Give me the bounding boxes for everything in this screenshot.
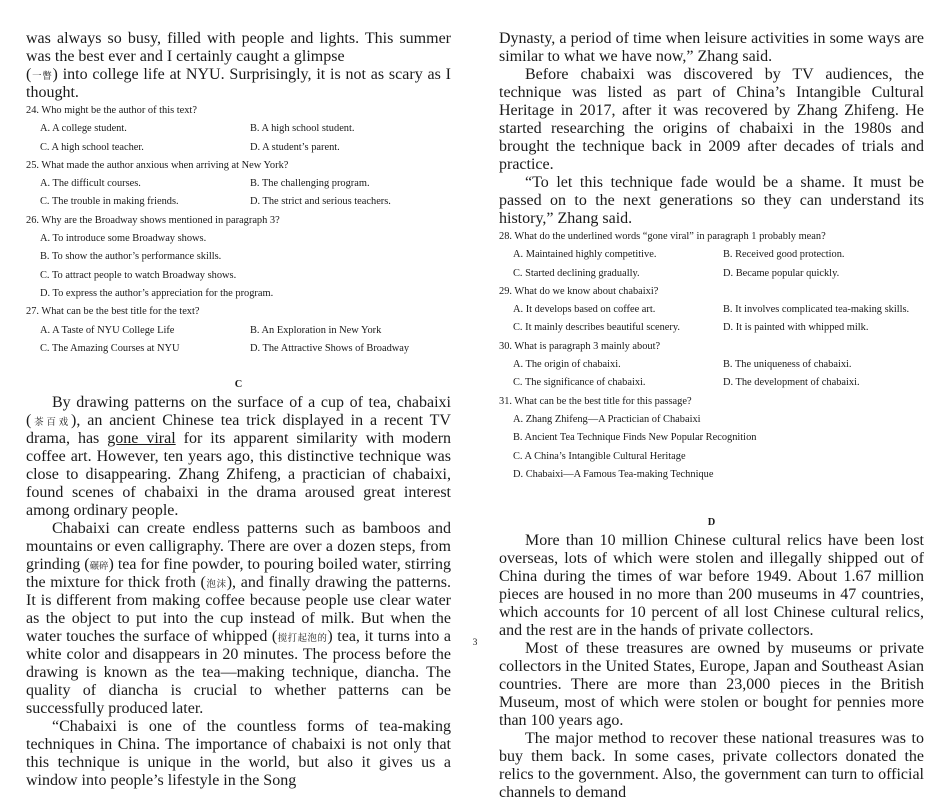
question-28-options-row-2	[499, 265, 924, 283]
option-24-b[interactable]: B. A high school student.	[250, 123, 355, 135]
option-27-c[interactable]: C. The Amazing Courses at NYU	[40, 342, 180, 354]
passage-c-p2-seg4: ) tea, it turns into a white color and disappears in 20 minutes. The process before the drawing is known as the tea—making technique, diancha. The quality of diancha is crucial to whether patterns can be successfully produced later.	[26, 628, 451, 718]
option-27-b[interactable]: B. An Exploration in New York	[250, 324, 382, 336]
paren-open: (	[26, 66, 32, 83]
passage-c-heading: C	[234, 379, 243, 391]
spacer-before-passage-c	[26, 358, 451, 376]
question-30-options-row-1	[499, 356, 924, 374]
question-30-options-row-2	[499, 374, 924, 392]
option-24-c[interactable]: C. A high school teacher.	[40, 141, 144, 153]
option-28-b[interactable]: B. Received good protection.	[723, 249, 845, 261]
option-30-c[interactable]: C. The significance of chabaixi.	[513, 377, 646, 389]
option-26-b[interactable]: B. To show the author’s performance skills.	[40, 251, 222, 263]
option-29-c[interactable]: C. It mainly describes beautiful scenery.	[513, 322, 680, 334]
chinese-gloss-froth: 泡沫	[205, 579, 227, 591]
question-24-options-row-1	[26, 120, 451, 138]
question-stem-24: 24. Who might be the author of this text?	[26, 105, 197, 116]
passage-b-tail-line1: was always so busy, filled with people and lights. This summer was the best ever and I certainly caught a glimpse	[26, 30, 451, 65]
question-stem-29: 29. What do we know about chabaixi?	[499, 285, 659, 297]
question-stem-31: 31. What can be the best title for this passage?	[499, 395, 692, 407]
chinese-gloss-glimpse: 一瞥	[31, 71, 53, 82]
passage-c-p1-seg1: By drawing patterns on the surface of a cup of tea, chabaixi (	[26, 394, 451, 430]
passage-d-heading: D	[707, 517, 716, 529]
passage-c-paragraph-1	[26, 394, 451, 520]
page-number: 3	[472, 637, 478, 648]
chinese-gloss-whipped: 搅打起泡的	[277, 633, 328, 645]
spacer-before-passage-d	[499, 484, 924, 514]
option-26-c[interactable]: C. To attract people to watch Broadway shows.	[40, 269, 237, 281]
option-25-d[interactable]: D. The strict and serious teachers.	[250, 196, 391, 208]
passage-c-p2-seg2: ) tea for fine powder, to pouring boiled water, stirring the mixture for thick froth (	[26, 556, 451, 592]
option-25-c[interactable]: C. The trouble in making friends.	[40, 196, 179, 208]
option-31-b[interactable]: B. Ancient Tea Technique Finds New Popular Recognition	[513, 432, 757, 444]
question-29-options-row-2	[499, 319, 924, 337]
question-25-options-row-2	[26, 193, 451, 211]
option-30-a[interactable]: A. The origin of chabaixi.	[513, 359, 621, 371]
option-31-d[interactable]: D. Chabaixi—A Famous Tea-making Technique	[513, 468, 714, 480]
passage-b-tail-line2	[26, 66, 451, 102]
two-column-layout	[26, 30, 924, 802]
option-26-a[interactable]: A. To introduce some Broadway shows.	[40, 233, 207, 245]
passage-c-p1-seg3: for its apparent similarity with modern coffee art. However, ten years ago, this distinctive technique was close to disappearing. Zhang Zhifeng, a practician of chabaixi, found scenes of chabaixi in the drama aroused great interest among ordinary people.	[26, 430, 452, 520]
passage-c-paragraph-3-continued: Dynasty, a period of time when leisure activities in some ways are similar to what we have now,” Zhang said.	[499, 30, 924, 65]
option-28-a[interactable]: A. Maintained highly competitive.	[513, 249, 657, 261]
passage-c-paragraph-3: “Chabaixi is one of the countless forms of tea-making techniques in China. The importance of chabaixi is not only that this technique is unique in the world, but also it gives us a window into people’s lifestyle in the Song	[26, 718, 451, 790]
option-25-a[interactable]: A. The difficult courses.	[40, 178, 141, 190]
chinese-gloss-grinding: 碾碎	[89, 561, 109, 573]
question-24-options-row-2	[26, 139, 451, 157]
question-25-options-row-1	[26, 175, 451, 193]
option-31-c[interactable]: C. A China’s Intangible Cultural Heritage	[513, 450, 686, 462]
option-30-b[interactable]: B. The uniqueness of chabaixi.	[723, 359, 852, 371]
option-28-c[interactable]: C. Started declining gradually.	[513, 267, 640, 279]
question-stem-25: 25. What made the author anxious when arriving at New York?	[26, 159, 289, 171]
option-28-d[interactable]: D. Became popular quickly.	[723, 267, 840, 279]
passage-c-paragraph-2	[26, 520, 451, 718]
question-stem-30: 30. What is paragraph 3 mainly about?	[499, 340, 661, 352]
option-29-b[interactable]: B. It involves complicated tea-making skills.	[723, 304, 910, 316]
option-30-d[interactable]: D. The development of chabaixi.	[723, 377, 860, 389]
passage-c-paragraph-4: Before chabaixi was discovered by TV audiences, the technique was listed as part of China’s Intangible Cultural Heritage in 2017, after it was recovered by Zhang Zhifeng. He started researching the origins of chabaixi in the 1980s and brought the technique back in 2009 after decades of trials and practice.	[499, 66, 924, 173]
right-column	[499, 30, 924, 802]
question-28-options-row-1	[499, 246, 924, 264]
passage-c-p1-seg2: ), an ancient Chinese tea trick displayed in a recent TV drama, has	[26, 412, 451, 448]
passage-d-paragraph-3: The major method to recover these national treasures was to buy them back. In some cases, private collectors donated the relics to the government. Also, the government can turn to official channels to demand	[499, 730, 924, 802]
option-29-d[interactable]: D. It is painted with whipped milk.	[723, 322, 869, 334]
option-31-a[interactable]: A. Zhang Zhifeng—A Practician of Chabaixi	[513, 413, 701, 425]
question-27-options-row-2	[26, 340, 451, 358]
passage-c-paragraph-5: “To let this technique fade would be a shame. It must be passed on to the next generations so they can understand its history,” Zhang said.	[499, 174, 924, 227]
option-24-a[interactable]: A. A college student.	[40, 123, 127, 135]
passage-b-tail-line2-rest: ) into college life at NYU. Surprisingly, it is not as scary as I thought.	[26, 66, 451, 101]
question-29-options-row-1	[499, 301, 924, 319]
option-25-b[interactable]: B. The challenging program.	[250, 178, 370, 190]
question-stem-28: 28. What do the underlined words “gone viral” in paragraph 1 probably mean?	[499, 231, 826, 242]
passage-d-paragraph-2: Most of these treasures are owned by museums or private collectors in the United States, Europe, Japan and Southeast Asian countries. There are more than 23,000 pieces in the British Museum, most of which were stolen or bought for pennies more than 100 years ago.	[499, 640, 924, 730]
option-27-d[interactable]: D. The Attractive Shows of Broadway	[250, 342, 410, 354]
chinese-gloss-chabaixi: 茶百戏	[31, 417, 71, 429]
option-24-d[interactable]: D. A student’s parent.	[250, 141, 340, 153]
question-27-options-row-1	[26, 322, 451, 340]
option-29-a[interactable]: A. It develops based on coffee art.	[513, 304, 656, 316]
option-27-a[interactable]: A. A Taste of NYU College Life	[40, 324, 175, 336]
option-26-d[interactable]: D. To express the author’s appreciation for the program.	[40, 287, 274, 299]
passage-c-p2-seg1: Chabaixi can create endless patterns such as bamboos and mountains or even calligraphy. There are over a dozen steps, from grinding (	[26, 520, 451, 574]
question-stem-27: 27. What can be the best title for the text?	[26, 306, 200, 318]
question-stem-26: 26. Why are the Broadway shows mentioned in paragraph 3?	[26, 214, 280, 226]
passage-d-paragraph-1: More than 10 million Chinese cultural relics have been lost overseas, lots of which were stolen and illegally shipped out of China during the times of war before 1949. About 1.67 million pieces are housed in no more than 200 museums in 47 countries, which accounts for 10 percent of all lost Chinese cultural relics, and the rest are in the hands of private collectors.	[499, 532, 924, 640]
passage-c-p2-seg3: ), and finally drawing the patterns. It is different from making coffee because people use clear water as the object to put into the cup instead of milk. But when the water touches the surface of whipped (	[26, 574, 451, 646]
left-column	[26, 30, 452, 790]
underlined-phrase-gone-viral: gone viral	[107, 430, 176, 448]
